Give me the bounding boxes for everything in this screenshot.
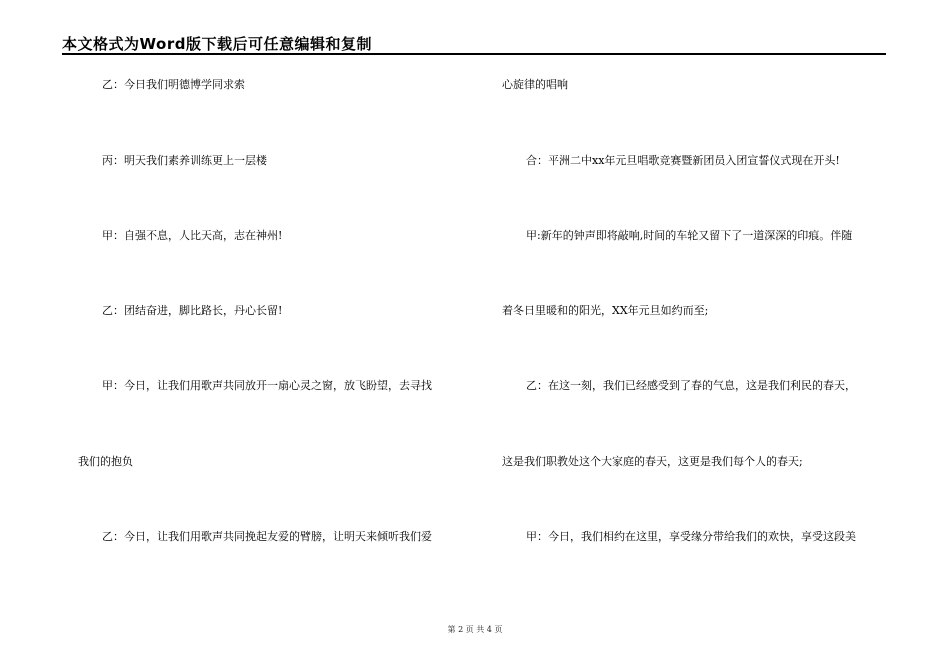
page-header-title: 本文格式为Word版下载后可任意编辑和复制 (62, 35, 372, 53)
left-line-4: 乙：团结奋进，脚比路长，丹心长留! (102, 304, 283, 317)
left-line-5: 甲：今日，让我们用歌声共同放开一扇心灵之窗，放飞盼望，去寻找 (102, 379, 432, 392)
header-divider (62, 53, 886, 55)
page-number-footer: 第 2 页 共 4 页 (447, 625, 503, 634)
left-line-7: 乙：今日，让我们用歌声共同挽起友爱的臂膀，让明天来倾听我们爱 (102, 530, 432, 543)
right-line-5: 乙：在这一刻，我们已经感受到了春的气息，这是我们利民的春天， (526, 379, 856, 392)
left-line-3: 甲：自强不息，人比天高，志在神州! (102, 229, 283, 242)
right-line-4: 着冬日里暖和的阳光，XX年元旦如约而至; (502, 304, 709, 317)
left-line-6: 我们的抱负 (78, 455, 133, 468)
right-line-3: 甲:新年的钟声即将敲响,时间的车轮又留下了一道深深的印痕。伴随 (526, 229, 853, 242)
right-line-7: 甲：今日，我们相约在这里，享受缘分带给我们的欢快，享受这段美 (526, 530, 856, 543)
right-line-1: 心旋律的唱响 (502, 78, 568, 91)
left-line-1: 乙：今日我们明德博学同求索 (102, 78, 245, 91)
right-line-6: 这是我们职教处这个大家庭的春天，这更是我们每个人的春天; (502, 455, 803, 468)
right-line-2: 合：平洲二中xx年元旦唱歌竞赛暨新团员入团宣誓仪式现在开头! (526, 154, 840, 167)
left-line-2: 丙：明天我们素养训练更上一层楼 (102, 154, 267, 167)
